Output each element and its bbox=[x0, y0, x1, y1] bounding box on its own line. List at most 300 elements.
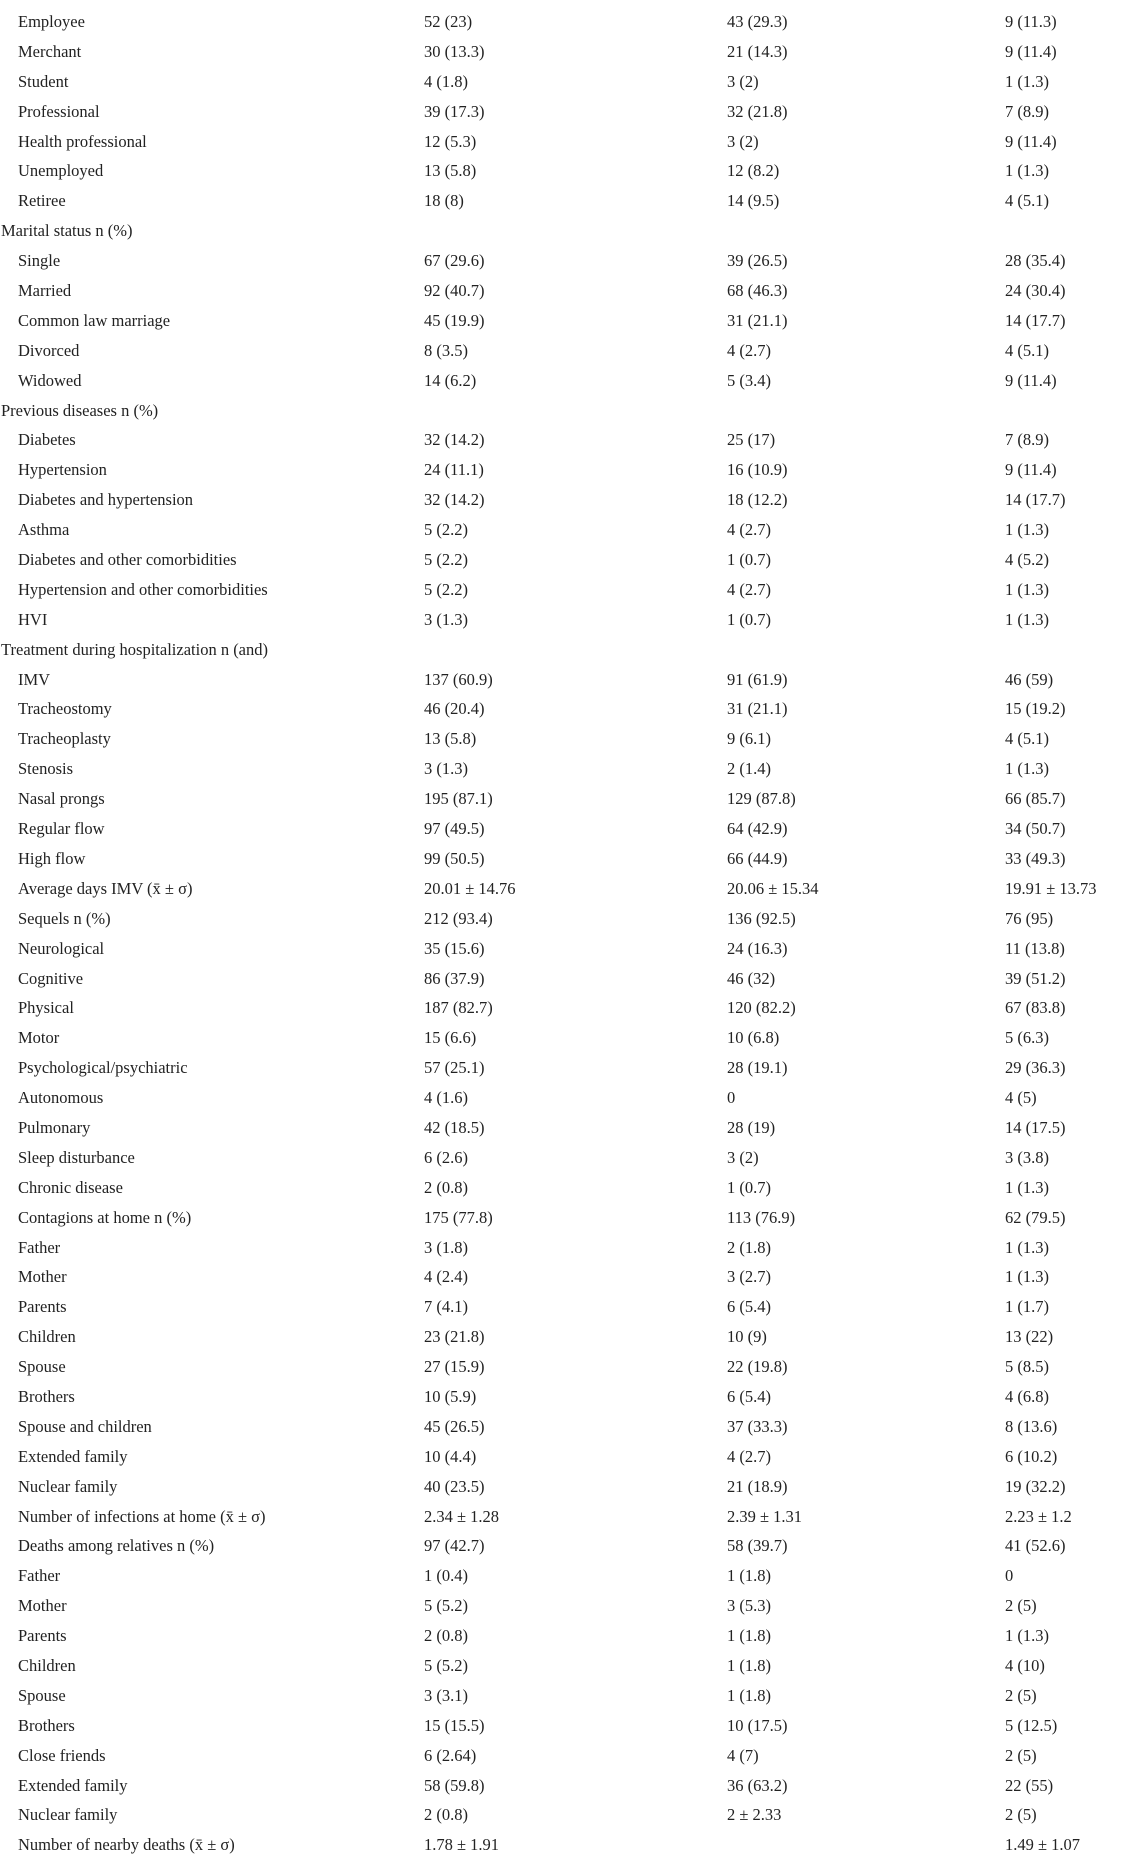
table-row bbox=[0, 1502, 1145, 1532]
group-a-value: 2 (1.8) bbox=[727, 1237, 771, 1257]
row-label: Autonomous bbox=[18, 1088, 104, 1108]
row-label: Nuclear family bbox=[18, 1805, 118, 1825]
table-row bbox=[0, 1681, 1145, 1711]
group-a-value: 58 (39.7) bbox=[727, 1536, 788, 1556]
group-b-value: 9 (11.4) bbox=[1005, 41, 1057, 61]
table-row bbox=[0, 455, 1145, 485]
total-value: 45 (19.9) bbox=[424, 310, 485, 330]
group-a-value: 1 (1.8) bbox=[727, 1626, 771, 1646]
group-a-value: 46 (32) bbox=[727, 968, 776, 988]
total-value: 57 (25.1) bbox=[424, 1058, 485, 1078]
group-b-value: 4 (10) bbox=[1005, 1655, 1045, 1675]
table-row bbox=[0, 37, 1145, 67]
group-a-value: 36 (63.2) bbox=[727, 1775, 788, 1795]
group-b-value: 4 (5.2) bbox=[1005, 550, 1049, 570]
table-row bbox=[0, 97, 1145, 127]
group-b-value: 7 (8.9) bbox=[1005, 101, 1049, 121]
row-label: Brothers bbox=[18, 1386, 75, 1406]
table-row bbox=[0, 1322, 1145, 1352]
group-a-value: 22 (19.8) bbox=[727, 1357, 788, 1377]
group-a-value: 43 (29.3) bbox=[727, 12, 788, 31]
group-a-value: 3 (2) bbox=[727, 71, 759, 91]
table-row bbox=[0, 425, 1145, 455]
group-a-value: 120 (82.2) bbox=[727, 998, 796, 1018]
table-row bbox=[0, 605, 1145, 635]
total-value: 1.78 ± 1.91 bbox=[424, 1835, 500, 1855]
group-a-value: 25 (17) bbox=[727, 430, 776, 450]
group-a-value: 14 (9.5) bbox=[727, 191, 780, 211]
group-b-value: 5 (6.3) bbox=[1005, 1028, 1049, 1048]
total-value: 23 (21.8) bbox=[424, 1327, 485, 1347]
row-label: Treatment during hospitalization n (and) bbox=[1, 639, 269, 659]
row-label: Nuclear family bbox=[18, 1476, 118, 1496]
total-value: 6 (2.6) bbox=[424, 1147, 468, 1167]
row-label: Cognitive bbox=[18, 968, 84, 988]
row-label: Merchant bbox=[18, 41, 82, 61]
row-label: Brothers bbox=[18, 1715, 75, 1735]
row-label: Number of nearby deaths (x̄ ± σ) bbox=[18, 1835, 235, 1855]
total-value: 92 (40.7) bbox=[424, 281, 485, 301]
table-row bbox=[0, 186, 1145, 216]
total-value: 5 (5.2) bbox=[424, 1596, 468, 1616]
group-a-value: 2.39 ± 1.31 bbox=[727, 1506, 803, 1526]
group-a-value: 2 (1.4) bbox=[727, 759, 771, 779]
table-row bbox=[0, 1830, 1145, 1860]
group-a-value: 1 (1.8) bbox=[727, 1566, 771, 1586]
total-value: 18 (8) bbox=[424, 191, 464, 211]
group-b-value: 76 (95) bbox=[1005, 908, 1054, 928]
row-label: Tracheostomy bbox=[18, 699, 112, 719]
group-a-value: 4 (2.7) bbox=[727, 579, 771, 599]
row-label: High flow bbox=[18, 848, 86, 868]
group-b-value: 1 (1.3) bbox=[1005, 71, 1049, 91]
total-value: 40 (23.5) bbox=[424, 1476, 485, 1496]
group-a-value: 4 (2.7) bbox=[727, 340, 771, 360]
table-row bbox=[0, 1233, 1145, 1263]
table-row bbox=[0, 1591, 1145, 1621]
total-value: 3 (1.3) bbox=[424, 609, 468, 629]
group-a-value: 21 (18.9) bbox=[727, 1476, 788, 1496]
group-b-value: 4 (5.1) bbox=[1005, 729, 1049, 749]
table-row bbox=[0, 814, 1145, 844]
row-label: Father bbox=[18, 1237, 61, 1257]
row-label: Neurological bbox=[18, 938, 105, 958]
group-a-value: 2 ± 2.33 bbox=[727, 1805, 782, 1825]
group-a-value: 24 (16.3) bbox=[727, 938, 788, 958]
total-value: 32 (14.2) bbox=[424, 430, 485, 450]
group-b-value: 46 (59) bbox=[1005, 669, 1054, 689]
group-a-value: 68 (46.3) bbox=[727, 281, 788, 301]
group-a-value: 3 (2) bbox=[727, 131, 759, 151]
group-b-value: 9 (11.4) bbox=[1005, 460, 1057, 480]
group-b-value: 14 (17.7) bbox=[1005, 310, 1066, 330]
table-row bbox=[0, 7, 1145, 37]
row-label: Parents bbox=[18, 1297, 67, 1317]
section-header-row bbox=[0, 396, 1145, 426]
table-row bbox=[0, 1113, 1145, 1143]
row-label: Married bbox=[18, 281, 72, 301]
total-value: 4 (1.6) bbox=[424, 1088, 468, 1108]
group-a-value: 31 (21.1) bbox=[727, 699, 788, 719]
total-value: 2 (0.8) bbox=[424, 1177, 468, 1197]
section-header-row bbox=[0, 216, 1145, 246]
group-a-value: 4 (2.7) bbox=[727, 520, 771, 540]
group-a-value: 31 (21.1) bbox=[727, 310, 788, 330]
table-row bbox=[0, 1800, 1145, 1830]
total-value: 52 (23) bbox=[424, 12, 473, 31]
group-b-value: 3 (3.8) bbox=[1005, 1147, 1049, 1167]
group-b-value: 66 (85.7) bbox=[1005, 789, 1066, 809]
group-b-value: 39 (51.2) bbox=[1005, 968, 1066, 988]
group-a-value: 113 (76.9) bbox=[727, 1207, 796, 1227]
row-label: Mother bbox=[18, 1596, 67, 1616]
table-row bbox=[0, 127, 1145, 157]
group-a-value: 32 (21.8) bbox=[727, 101, 788, 121]
table-row bbox=[0, 874, 1145, 904]
row-label: Nasal prongs bbox=[18, 789, 105, 809]
table-row bbox=[0, 306, 1145, 336]
table-row bbox=[0, 67, 1145, 97]
group-b-value: 19 (32.2) bbox=[1005, 1476, 1066, 1496]
group-b-value: 1 (1.3) bbox=[1005, 520, 1049, 540]
table-row bbox=[0, 1621, 1145, 1651]
group-b-value: 4 (5.1) bbox=[1005, 340, 1049, 360]
table-row bbox=[0, 1561, 1145, 1591]
table-row bbox=[0, 575, 1145, 605]
total-value: 8 (3.5) bbox=[424, 340, 468, 360]
group-b-value: 5 (12.5) bbox=[1005, 1715, 1058, 1735]
row-label: Sequels n (%) bbox=[18, 908, 111, 928]
row-label: Spouse bbox=[18, 1685, 66, 1705]
table-row bbox=[0, 724, 1145, 754]
table-row bbox=[0, 784, 1145, 814]
table-row bbox=[0, 1382, 1145, 1412]
row-label: Single bbox=[18, 251, 61, 271]
group-b-value: 1 (1.3) bbox=[1005, 759, 1049, 779]
group-a-value: 129 (87.8) bbox=[727, 789, 796, 809]
group-b-value: 1 (1.3) bbox=[1005, 1267, 1049, 1287]
group-b-value: 1 (1.3) bbox=[1005, 1237, 1049, 1257]
table-row bbox=[0, 1412, 1145, 1442]
group-a-value: 6 (5.4) bbox=[727, 1297, 771, 1317]
group-a-value: 3 (2.7) bbox=[727, 1267, 771, 1287]
total-value: 212 (93.4) bbox=[424, 908, 493, 928]
row-label: Stenosis bbox=[18, 759, 74, 779]
total-value: 46 (20.4) bbox=[424, 699, 485, 719]
group-b-value: 2.23 ± 1.2 bbox=[1005, 1506, 1072, 1526]
total-value: 3 (3.1) bbox=[424, 1685, 468, 1705]
group-b-value: 1 (1.3) bbox=[1005, 1177, 1049, 1197]
table-row bbox=[0, 1352, 1145, 1382]
row-label: Sleep disturbance bbox=[18, 1147, 135, 1167]
row-label: HVI bbox=[18, 609, 48, 629]
group-b-value: 2 (5) bbox=[1005, 1805, 1037, 1825]
row-label: Pulmonary bbox=[18, 1117, 91, 1137]
group-a-value: 28 (19.1) bbox=[727, 1058, 788, 1078]
group-b-value: 29 (36.3) bbox=[1005, 1058, 1066, 1078]
row-label: Diabetes and hypertension bbox=[18, 490, 194, 510]
group-a-value: 64 (42.9) bbox=[727, 819, 788, 839]
table-row bbox=[0, 1173, 1145, 1203]
group-b-value: 41 (52.6) bbox=[1005, 1536, 1066, 1556]
total-value: 32 (14.2) bbox=[424, 490, 485, 510]
table-row bbox=[0, 754, 1145, 784]
total-value: 5 (5.2) bbox=[424, 1655, 468, 1675]
group-b-value: 2 (5) bbox=[1005, 1745, 1037, 1765]
group-a-value: 28 (19) bbox=[727, 1117, 776, 1137]
total-value: 97 (42.7) bbox=[424, 1536, 485, 1556]
total-value: 187 (82.7) bbox=[424, 998, 493, 1018]
table-row bbox=[0, 934, 1145, 964]
group-a-value: 3 (2) bbox=[727, 1147, 759, 1167]
group-a-value: 1 (0.7) bbox=[727, 1177, 771, 1197]
total-value: 137 (60.9) bbox=[424, 669, 493, 689]
total-value: 2.34 ± 1.28 bbox=[424, 1506, 500, 1526]
total-value: 45 (26.5) bbox=[424, 1416, 485, 1436]
table-row bbox=[0, 694, 1145, 724]
group-a-value: 39 (26.5) bbox=[727, 251, 788, 271]
table-row bbox=[0, 485, 1145, 515]
table-row bbox=[0, 1442, 1145, 1472]
total-value: 10 (4.4) bbox=[424, 1446, 477, 1466]
total-value: 2 (0.8) bbox=[424, 1626, 468, 1646]
group-b-value: 15 (19.2) bbox=[1005, 699, 1066, 719]
table-row bbox=[0, 844, 1145, 874]
group-a-value: 10 (17.5) bbox=[727, 1715, 788, 1735]
row-label: Common law marriage bbox=[18, 310, 171, 330]
total-value: 10 (5.9) bbox=[424, 1386, 477, 1406]
table-row bbox=[0, 1083, 1145, 1113]
group-b-value: 1 (1.3) bbox=[1005, 161, 1049, 181]
row-label: Psychological/psychiatric bbox=[18, 1058, 188, 1078]
total-value: 86 (37.9) bbox=[424, 968, 485, 988]
group-a-value: 10 (9) bbox=[727, 1327, 767, 1347]
table-row bbox=[0, 1053, 1145, 1083]
group-b-value: 11 (13.8) bbox=[1005, 938, 1065, 958]
group-a-value: 1 (0.7) bbox=[727, 550, 771, 570]
row-label: Average days IMV (x̄ ± σ) bbox=[18, 878, 193, 898]
table-row bbox=[0, 1472, 1145, 1502]
row-label: Spouse bbox=[18, 1357, 66, 1377]
group-b-value: 9 (11.4) bbox=[1005, 370, 1057, 390]
row-label: Tracheoplasty bbox=[18, 729, 111, 749]
row-label: Health professional bbox=[18, 131, 147, 151]
group-a-value: 1 (1.8) bbox=[727, 1655, 771, 1675]
group-b-value: 33 (49.3) bbox=[1005, 848, 1066, 868]
total-value: 12 (5.3) bbox=[424, 131, 477, 151]
group-a-value: 10 (6.8) bbox=[727, 1028, 780, 1048]
row-label: IMV bbox=[18, 669, 51, 689]
group-b-value: 1.49 ± 1.07 bbox=[1005, 1835, 1081, 1855]
group-b-value: 5 (8.5) bbox=[1005, 1357, 1049, 1377]
row-label: Mother bbox=[18, 1267, 67, 1287]
total-value: 67 (29.6) bbox=[424, 251, 485, 271]
row-label: Children bbox=[18, 1327, 76, 1347]
table-row bbox=[0, 156, 1145, 186]
group-a-value: 21 (14.3) bbox=[727, 41, 788, 61]
row-label: Parents bbox=[18, 1626, 67, 1646]
total-value: 97 (49.5) bbox=[424, 819, 485, 839]
total-value: 3 (1.8) bbox=[424, 1237, 468, 1257]
row-label: Physical bbox=[18, 998, 74, 1018]
group-b-value: 2 (5) bbox=[1005, 1596, 1037, 1616]
group-b-value: 1 (1.3) bbox=[1005, 609, 1049, 629]
row-label: Close friends bbox=[18, 1745, 106, 1765]
table-row bbox=[0, 665, 1145, 695]
total-value: 15 (15.5) bbox=[424, 1715, 485, 1735]
table-row bbox=[0, 993, 1145, 1023]
group-a-value: 4 (2.7) bbox=[727, 1446, 771, 1466]
group-b-value: 24 (30.4) bbox=[1005, 281, 1066, 301]
total-value: 39 (17.3) bbox=[424, 101, 485, 121]
row-label: Number of infections at home (x̄ ± σ) bbox=[18, 1506, 266, 1526]
group-b-value: 9 (11.4) bbox=[1005, 131, 1057, 151]
group-b-value: 2 (5) bbox=[1005, 1685, 1037, 1705]
table-row bbox=[0, 246, 1145, 276]
total-value: 30 (13.3) bbox=[424, 41, 485, 61]
group-a-value: 66 (44.9) bbox=[727, 848, 788, 868]
row-label: Asthma bbox=[18, 520, 70, 540]
group-b-value: 19.91 ± 13.73 bbox=[1005, 878, 1097, 898]
group-a-value: 6 (5.4) bbox=[727, 1386, 771, 1406]
table-row bbox=[0, 276, 1145, 306]
group-b-value: 4 (6.8) bbox=[1005, 1386, 1049, 1406]
row-label: Hypertension and other comorbidities bbox=[18, 579, 268, 599]
group-a-value: 20.06 ± 15.34 bbox=[727, 878, 819, 898]
total-value: 20.01 ± 14.76 bbox=[424, 878, 516, 898]
total-value: 3 (1.3) bbox=[424, 759, 468, 779]
group-b-value: 4 (5) bbox=[1005, 1088, 1037, 1108]
group-b-value: 1 (1.3) bbox=[1005, 1626, 1049, 1646]
group-b-value: 1 (1.3) bbox=[1005, 579, 1049, 599]
group-a-value: 136 (92.5) bbox=[727, 908, 796, 928]
row-label: Widowed bbox=[18, 370, 82, 390]
total-value: 15 (6.6) bbox=[424, 1028, 477, 1048]
group-b-value: 6 (10.2) bbox=[1005, 1446, 1058, 1466]
table-row bbox=[0, 366, 1145, 396]
total-value: 35 (15.6) bbox=[424, 938, 485, 958]
total-value: 42 (18.5) bbox=[424, 1117, 485, 1137]
group-a-value: 16 (10.9) bbox=[727, 460, 788, 480]
total-value: 7 (4.1) bbox=[424, 1297, 468, 1317]
row-label: Children bbox=[18, 1655, 76, 1675]
row-label: Father bbox=[18, 1566, 61, 1586]
row-label: Professional bbox=[18, 101, 100, 121]
table-row bbox=[0, 1143, 1145, 1173]
table-row bbox=[0, 545, 1145, 575]
group-b-value: 22 (55) bbox=[1005, 1775, 1054, 1795]
row-label: Extended family bbox=[18, 1446, 128, 1466]
group-a-value: 1 (1.8) bbox=[727, 1685, 771, 1705]
group-a-value: 0 bbox=[727, 1088, 736, 1108]
group-b-value: 28 (35.4) bbox=[1005, 251, 1066, 271]
total-value: 99 (50.5) bbox=[424, 848, 485, 868]
row-label: Student bbox=[18, 71, 69, 91]
total-value: 5 (2.2) bbox=[424, 579, 468, 599]
group-a-value: 3 (5.3) bbox=[727, 1596, 771, 1616]
group-a-value: 37 (33.3) bbox=[727, 1416, 788, 1436]
group-b-value: 62 (79.5) bbox=[1005, 1207, 1066, 1227]
row-label: Unemployed bbox=[18, 161, 104, 181]
row-label: Diabetes bbox=[18, 430, 76, 450]
group-b-value: 8 (13.6) bbox=[1005, 1416, 1058, 1436]
total-value: 13 (5.8) bbox=[424, 161, 477, 181]
data-table bbox=[0, 7, 1145, 1860]
total-value: 175 (77.8) bbox=[424, 1207, 493, 1227]
row-label: Contagions at home n (%) bbox=[18, 1207, 192, 1227]
table-row bbox=[0, 1771, 1145, 1801]
group-b-value: 0 bbox=[1005, 1566, 1014, 1586]
group-a-value: 18 (12.2) bbox=[727, 490, 788, 510]
table-row bbox=[0, 1531, 1145, 1561]
table-row bbox=[0, 336, 1145, 366]
row-label: Diabetes and other comorbidities bbox=[18, 550, 237, 570]
table-row bbox=[0, 964, 1145, 994]
group-b-value: 7 (8.9) bbox=[1005, 430, 1049, 450]
group-b-value: 14 (17.7) bbox=[1005, 490, 1066, 510]
row-label: Retiree bbox=[18, 191, 66, 211]
table-row bbox=[0, 515, 1145, 545]
total-value: 58 (59.8) bbox=[424, 1775, 485, 1795]
total-value: 1 (0.4) bbox=[424, 1566, 468, 1586]
row-label: Deaths among relatives n (%) bbox=[18, 1536, 215, 1556]
table-row bbox=[0, 1292, 1145, 1322]
table-row bbox=[0, 1711, 1145, 1741]
total-value: 4 (1.8) bbox=[424, 71, 468, 91]
table-row bbox=[0, 1262, 1145, 1292]
total-value: 5 (2.2) bbox=[424, 550, 468, 570]
total-value: 4 (2.4) bbox=[424, 1267, 468, 1287]
group-b-value: 1 (1.7) bbox=[1005, 1297, 1049, 1317]
total-value: 5 (2.2) bbox=[424, 520, 468, 540]
row-label: Chronic disease bbox=[18, 1177, 123, 1197]
total-value: 195 (87.1) bbox=[424, 789, 493, 809]
row-label: Divorced bbox=[18, 340, 80, 360]
row-label: Extended family bbox=[18, 1775, 128, 1795]
total-value: 13 (5.8) bbox=[424, 729, 477, 749]
table-row bbox=[0, 1203, 1145, 1233]
total-value: 6 (2.64) bbox=[424, 1745, 477, 1765]
group-a-value: 9 (6.1) bbox=[727, 729, 771, 749]
table-row bbox=[0, 1741, 1145, 1771]
table-row bbox=[0, 1023, 1145, 1053]
row-label: Previous diseases n (%) bbox=[1, 400, 159, 420]
group-a-value: 4 (7) bbox=[727, 1745, 759, 1765]
group-a-value: 5 (3.4) bbox=[727, 370, 771, 390]
section-header-row bbox=[0, 635, 1145, 665]
row-label: Hypertension bbox=[18, 460, 107, 480]
total-value: 24 (11.1) bbox=[424, 460, 484, 480]
group-a-value: 12 (8.2) bbox=[727, 161, 780, 181]
group-b-value: 9 (11.3) bbox=[1005, 12, 1057, 31]
row-label: Regular flow bbox=[18, 819, 105, 839]
table-row bbox=[0, 1651, 1145, 1681]
total-value: 2 (0.8) bbox=[424, 1805, 468, 1825]
group-b-value: 14 (17.5) bbox=[1005, 1117, 1066, 1137]
row-label: Spouse and children bbox=[18, 1416, 152, 1436]
group-b-value: 34 (50.7) bbox=[1005, 819, 1066, 839]
total-value: 14 (6.2) bbox=[424, 370, 477, 390]
table-row bbox=[0, 904, 1145, 934]
group-a-value: 91 (61.9) bbox=[727, 669, 788, 689]
group-b-value: 67 (83.8) bbox=[1005, 998, 1066, 1018]
group-a-value: 1 (0.7) bbox=[727, 609, 771, 629]
row-label: Employee bbox=[18, 12, 85, 31]
row-label: Marital status n (%) bbox=[1, 221, 133, 241]
total-value: 27 (15.9) bbox=[424, 1357, 485, 1377]
group-b-value: 13 (22) bbox=[1005, 1327, 1054, 1347]
group-b-value: 4 (5.1) bbox=[1005, 191, 1049, 211]
